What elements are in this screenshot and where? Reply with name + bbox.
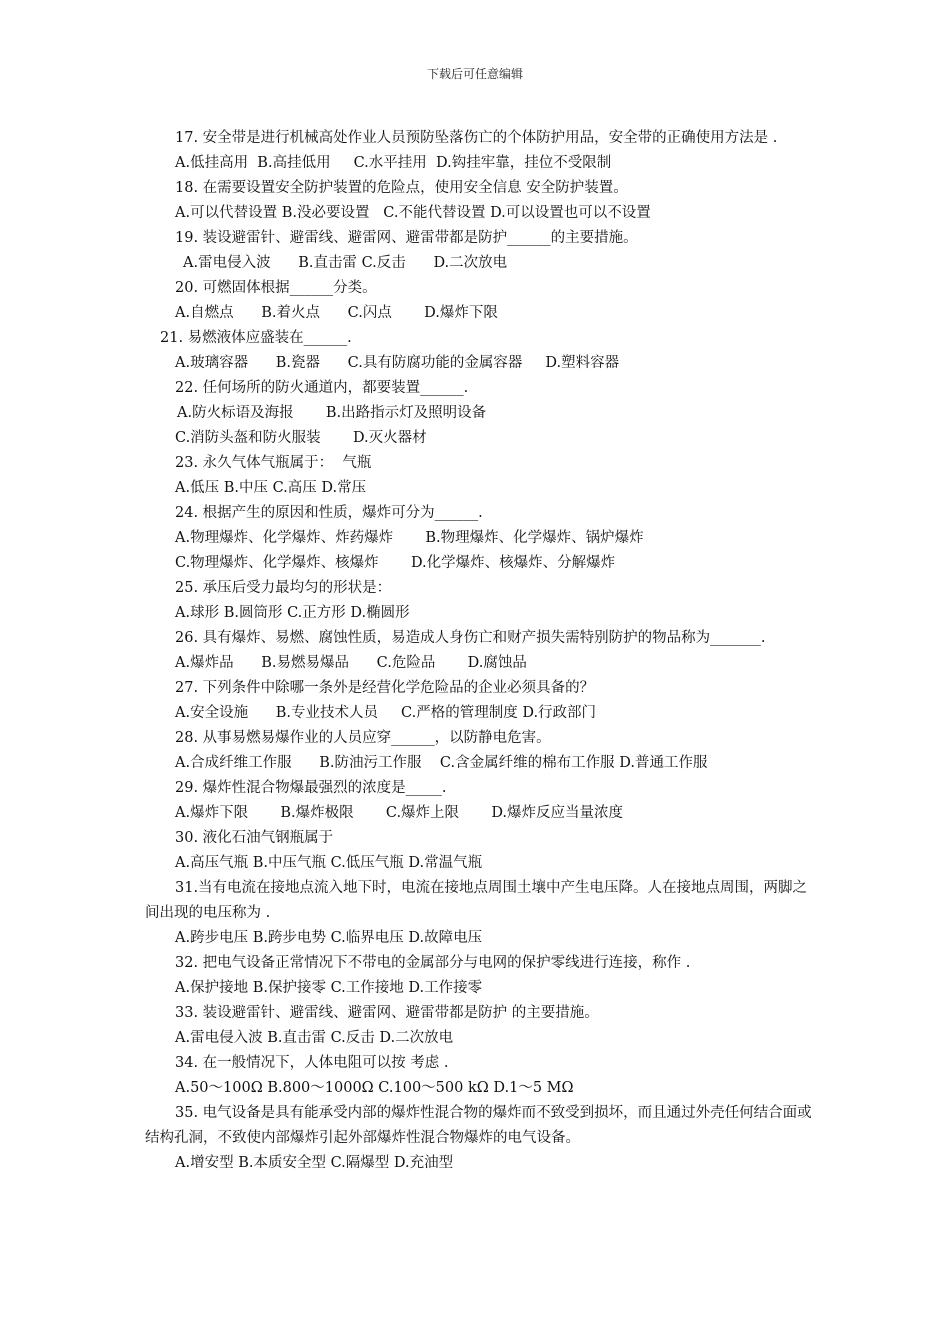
options-19: A.雷电侵入波 B.直击雷 C.反击 D.二次放电 xyxy=(183,255,508,271)
options-32: A.保护接地 B.保护接零 C.工作接地 D.工作接零 xyxy=(175,980,483,996)
options-34: A.50～100Ω B.800～1000Ω C.100～500 kΩ D.1～5 MΩ xyxy=(175,1080,574,1096)
question-27: 27. 下列条件中除哪一条外是经营化学危险品的企业必须具备的？ xyxy=(175,680,595,696)
options-31: A.跨步电压 B.跨步电势 C.临界电压 D.故障电压 xyxy=(175,930,483,946)
options-29: A.爆炸下限 B.爆炸极限 C.爆炸上限 D.爆炸反应当量浓度 xyxy=(175,805,624,821)
question-33: 33. 装设避雷针、避雷线、避雷网、避雷带都是防护 的主要措施。 xyxy=(175,1005,599,1021)
question-17: 17. 安全带是进行机械高处作业人员预防坠落伤亡的个体防护用品，安全带的正确使用方法是 . xyxy=(175,130,778,146)
question-35: 35. 电气设备是具有能承受内部的爆炸性混合物的爆炸而不致受到损坏，而且通过外壳任何结合面或结构孔洞，不致使内部爆炸引起外部爆炸性混合物爆炸的电气设备。 xyxy=(145,1105,812,1146)
options-20: A.自燃点 B.着火点 C.闪点 D.爆炸下限 xyxy=(175,305,498,321)
question-18: 18. 在需要设置安全防护装置的危险点，使用安全信息 安全防护装置。 xyxy=(175,180,628,196)
options-23: A.低压 B.中压 C.高压 D.常压 xyxy=(175,480,367,496)
question-19: 19. 装设避雷针、避雷线、避雷网、避雷带都是防护______的主要措施。 xyxy=(175,230,638,246)
options-35: A.增安型 B.本质安全型 C.隔爆型 D.充油型 xyxy=(175,1155,454,1171)
options-17: A.低挂高用 B.高挂低用 C.水平挂用 D.钩挂牢靠，挂位不受限制 xyxy=(175,155,612,171)
question-23: 23. 永久气体气瓶属于： 气瓶 xyxy=(175,455,372,471)
options-26: A.爆炸品 B.易燃易爆品 C.危险品 D.腐蚀品 xyxy=(175,655,527,671)
options-27: A.安全设施 B.专业技术人员 C.严格的管理制度 D.行政部门 xyxy=(175,705,597,721)
options-18: A.可以代替设置 B.没必要设置 C.不能代替设置 D.可以设置也可以不设置 xyxy=(175,205,651,221)
options-30: A.高压气瓶 B.中压气瓶 C.低压气瓶 D.常温气瓶 xyxy=(175,855,483,871)
document-body xyxy=(145,126,820,1176)
options-22-cd: C.消防头盔和防火服装 D.灭火器材 xyxy=(175,430,427,446)
options-22-ab: A.防火标语及海报 B.出路指示灯及照明设备 xyxy=(177,405,487,421)
page-header: 下载后可任意编辑 xyxy=(426,67,523,81)
question-34: 34. 在一般情况下，人体电阻可以按 考虑 . xyxy=(175,1055,449,1071)
options-21: A.玻璃容器 B.瓷器 C.具有防腐功能的金属容器 D.塑料容器 xyxy=(175,355,620,371)
options-25: A.球形 B.圆筒形 C.正方形 D.椭圆形 xyxy=(175,605,410,621)
question-31: 31.当有电流在接地点流入地下时，电流在接地点周围土壤中产生电压降。人在接地点周围，两脚之间出现的电压称为 . xyxy=(145,880,808,921)
question-29: 29. 爆炸性混合物爆最强烈的浓度是_____. xyxy=(175,780,447,796)
question-22: 22. 任何场所的防火通道内，都要装置______. xyxy=(175,380,469,396)
question-25: 25. 承压后受力最均匀的形状是： xyxy=(175,580,392,596)
question-21: 21. 易燃液体应盛装在______. xyxy=(160,330,352,346)
question-30: 30. 液化石油气钢瓶属于 xyxy=(175,830,334,846)
question-24: 24. 根据产生的原因和性质，爆炸可分为______. xyxy=(175,505,483,521)
options-28: A.合成纤维工作服 B.防油污工作服 C.含金属纤维的棉布工作服 D.普通工作服 xyxy=(175,755,708,771)
options-33: A.雷电侵入波 B.直击雷 C.反击 D.二次放电 xyxy=(175,1030,454,1046)
question-32: 32. 把电气设备正常情况下不带电的金属部分与电网的保护零线进行连接，称作 . xyxy=(175,955,691,971)
question-26: 26. 具有爆炸、易燃、腐蚀性质，易造成人身伤亡和财产损失需特别防护的物品称为_______. xyxy=(175,630,766,646)
question-20: 20. 可燃固体根据______分类。 xyxy=(175,280,377,296)
options-24-cd: C.物理爆炸、化学爆炸、核爆炸 D.化学爆炸、核爆炸、分解爆炸 xyxy=(175,555,616,571)
question-28: 28. 从事易燃易爆作业的人员应穿______，以防静电危害。 xyxy=(175,730,551,746)
options-24-ab: A.物理爆炸、化学爆炸、炸药爆炸 B.物理爆炸、化学爆炸、锅炉爆炸 xyxy=(175,530,644,546)
